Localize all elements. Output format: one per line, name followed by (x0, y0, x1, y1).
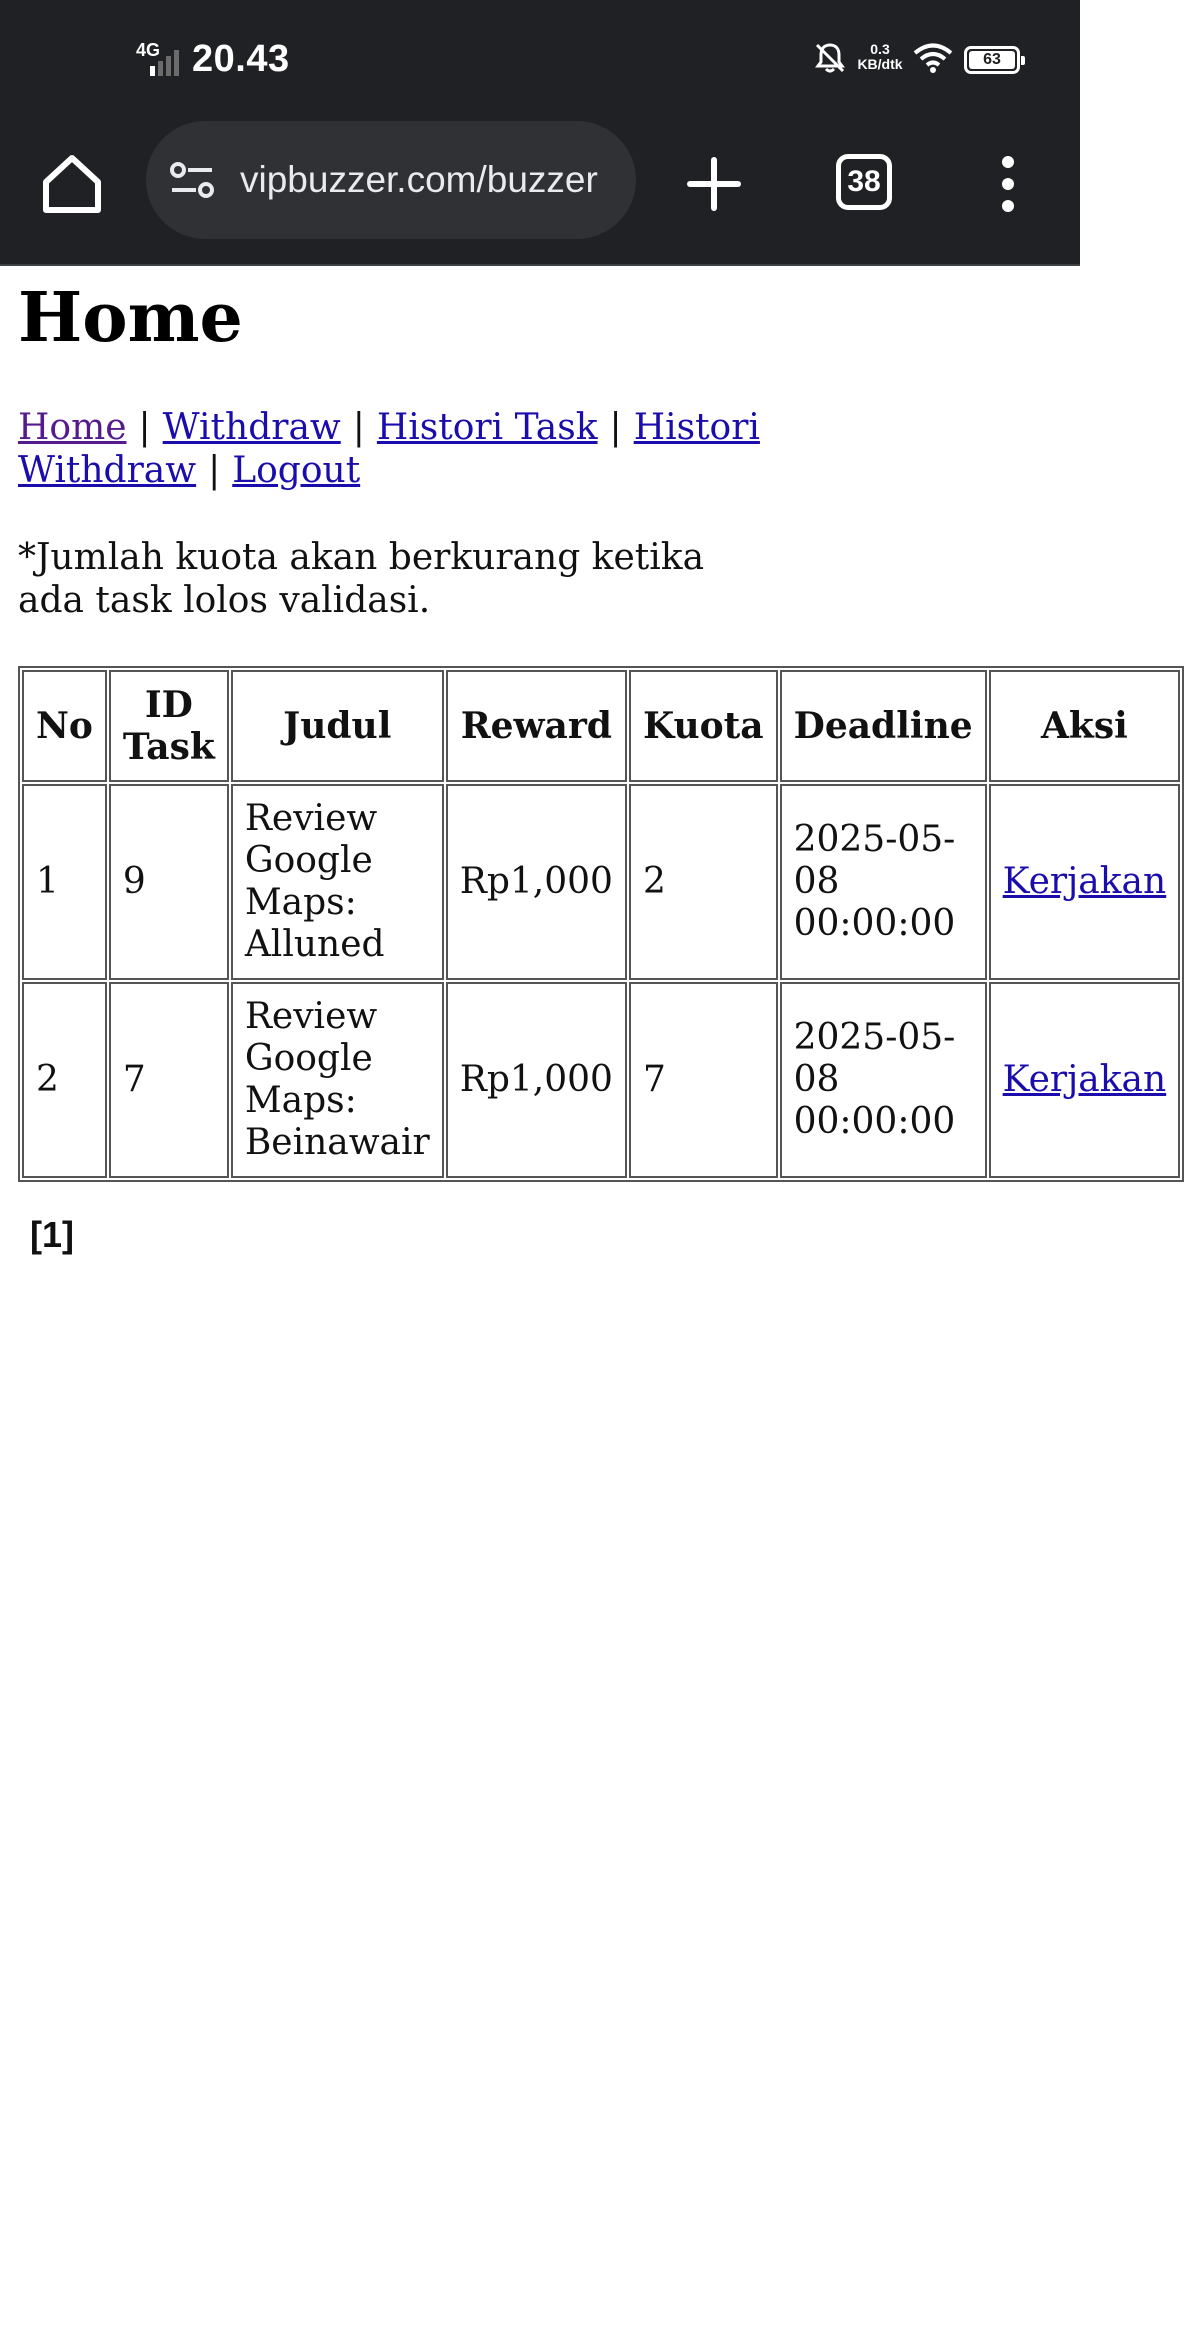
wifi-icon (912, 42, 954, 74)
cell-judul: Review Google Maps: Alluned (231, 784, 444, 980)
column-header-kuota: Kuota (629, 670, 778, 782)
cell-no: 2 (22, 982, 107, 1178)
battery-level: 63 (969, 51, 1015, 69)
table-header-row (22, 670, 1180, 782)
pagination[interactable]: [1] (30, 1214, 74, 1255)
tab-switcher-icon[interactable]: 38 (836, 154, 892, 210)
nav-separator: | (208, 450, 221, 491)
column-header-deadline: Deadline (780, 670, 987, 782)
cell-id-task: 9 (109, 784, 229, 980)
cell-aksi (989, 982, 1181, 1178)
cell-reward: Rp1,000 (446, 982, 627, 1178)
cell-deadline: 2025-05-08 00:00:00 (780, 784, 987, 980)
cell-judul: Review Google Maps: Beinawair (231, 982, 444, 1178)
cell-no: 1 (22, 784, 107, 980)
browser-toolbar (0, 118, 1080, 266)
battery-icon (964, 46, 1020, 74)
nav-separator: | (138, 407, 151, 448)
address-bar[interactable] (146, 121, 636, 239)
network-speed (852, 42, 908, 72)
site-settings-icon[interactable] (168, 159, 216, 201)
cell-aksi (989, 784, 1181, 980)
home-icon[interactable] (36, 148, 108, 220)
network-type: 4G (136, 40, 161, 60)
column-header-aksi: Aksi (989, 670, 1181, 782)
column-header-no: No (22, 670, 107, 782)
menu-icon[interactable] (990, 150, 1026, 218)
cell-reward: Rp1,000 (446, 784, 627, 980)
notifications-off-icon (812, 40, 848, 76)
nav-link-histori-withdraw[interactable]: Histori Withdraw (18, 407, 760, 491)
column-header-judul: Judul (231, 670, 444, 782)
kerjakan-link[interactable]: Kerjakan (1002, 861, 1167, 902)
new-tab-icon[interactable] (680, 150, 748, 218)
nav-links (18, 406, 778, 492)
table-row (22, 982, 1180, 1178)
nav-link-logout[interactable]: Logout (232, 450, 361, 491)
task-table (18, 666, 1184, 1182)
nav-separator: | (352, 407, 365, 448)
column-header-reward: Reward (446, 670, 627, 782)
nav-link-home[interactable]: Home (18, 407, 127, 448)
url-text[interactable]: vipbuzzer.com/buzzer (240, 159, 598, 200)
quota-note: *Jumlah kuota akan berkurang ketika ada task lolos validasi. (18, 537, 705, 621)
page-title: Home (18, 278, 243, 358)
column-header-id-task: ID Task (109, 670, 229, 782)
cell-deadline: 2025-05-08 00:00:00 (780, 982, 987, 1178)
network-speed-unit: KB/dtk (857, 56, 903, 72)
kerjakan-link[interactable]: Kerjakan (1002, 1059, 1167, 1100)
cell-id-task: 7 (109, 982, 229, 1178)
network-speed-value: 0.3 (870, 41, 890, 57)
nav-link-histori-task[interactable]: Histori Task (376, 407, 598, 448)
nav-separator: | (609, 407, 622, 448)
status-bar (0, 0, 1080, 118)
clock: 20.43 (192, 38, 290, 80)
cell-kuota: 2 (629, 784, 778, 980)
cell-kuota: 7 (629, 982, 778, 1178)
table-row (22, 784, 1180, 980)
nav-link-withdraw[interactable]: Withdraw (162, 407, 341, 448)
